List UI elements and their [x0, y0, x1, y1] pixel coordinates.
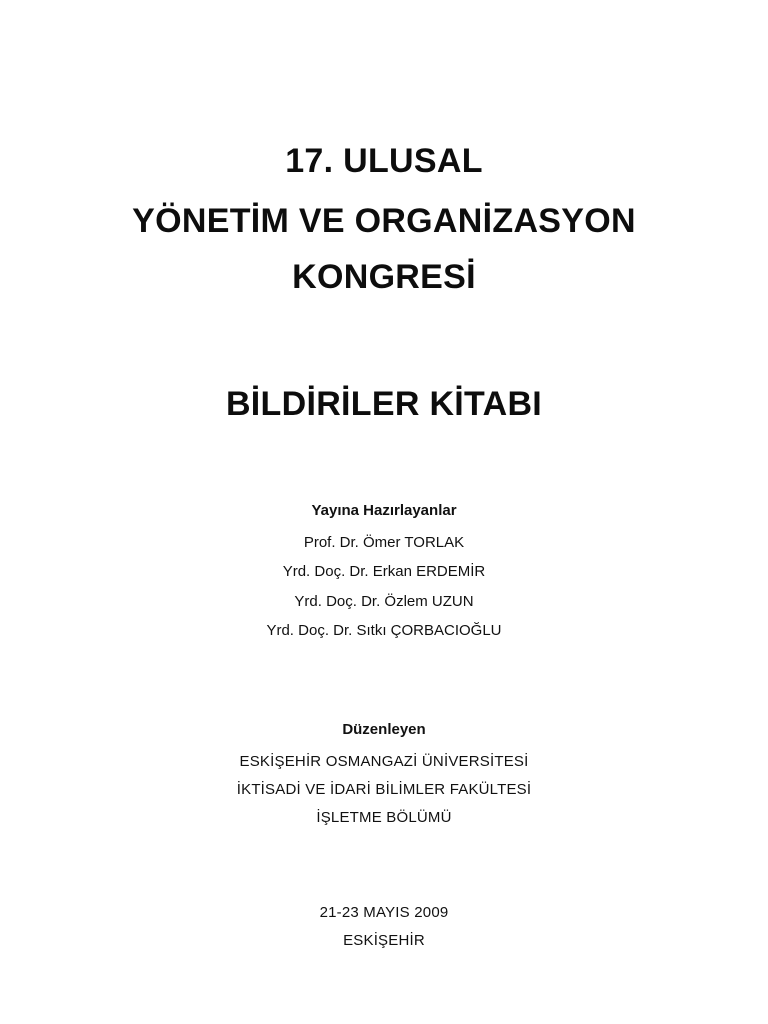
- book-title: BİLDİRİLER KİTABI: [225, 385, 543, 423]
- editor-name: Yrd. Doç. Dr. Erkan ERDEMİR: [282, 563, 486, 580]
- congress-title-line-1: 17. ULUSAL: [285, 142, 483, 180]
- editor-name: Prof. Dr. Ömer TORLAK: [303, 534, 465, 551]
- event-city: ESKİŞEHİR: [343, 932, 425, 949]
- editor-name: Yrd. Doç. Dr. Özlem UZUN: [294, 593, 474, 610]
- organizer-line: ESKİŞEHİR OSMANGAZİ ÜNİVERSİTESİ: [239, 753, 529, 770]
- congress-title-line-2: YÖNETİM VE ORGANİZASYON: [132, 202, 636, 240]
- congress-title-line-3: KONGRESİ: [292, 258, 476, 296]
- event-date: 21-23 MAYIS 2009: [319, 904, 449, 921]
- organizer-line: İKTİSADİ VE İDARİ BİLİMLER FAKÜLTESİ: [236, 781, 532, 798]
- editors-heading: Yayına Hazırlayanlar: [311, 502, 457, 519]
- editor-name: Yrd. Doç. Dr. Sıtkı ÇORBACIOĞLU: [266, 622, 502, 639]
- organizer-heading: Düzenleyen: [342, 721, 426, 738]
- organizer-line: İŞLETME BÖLÜMÜ: [316, 809, 452, 826]
